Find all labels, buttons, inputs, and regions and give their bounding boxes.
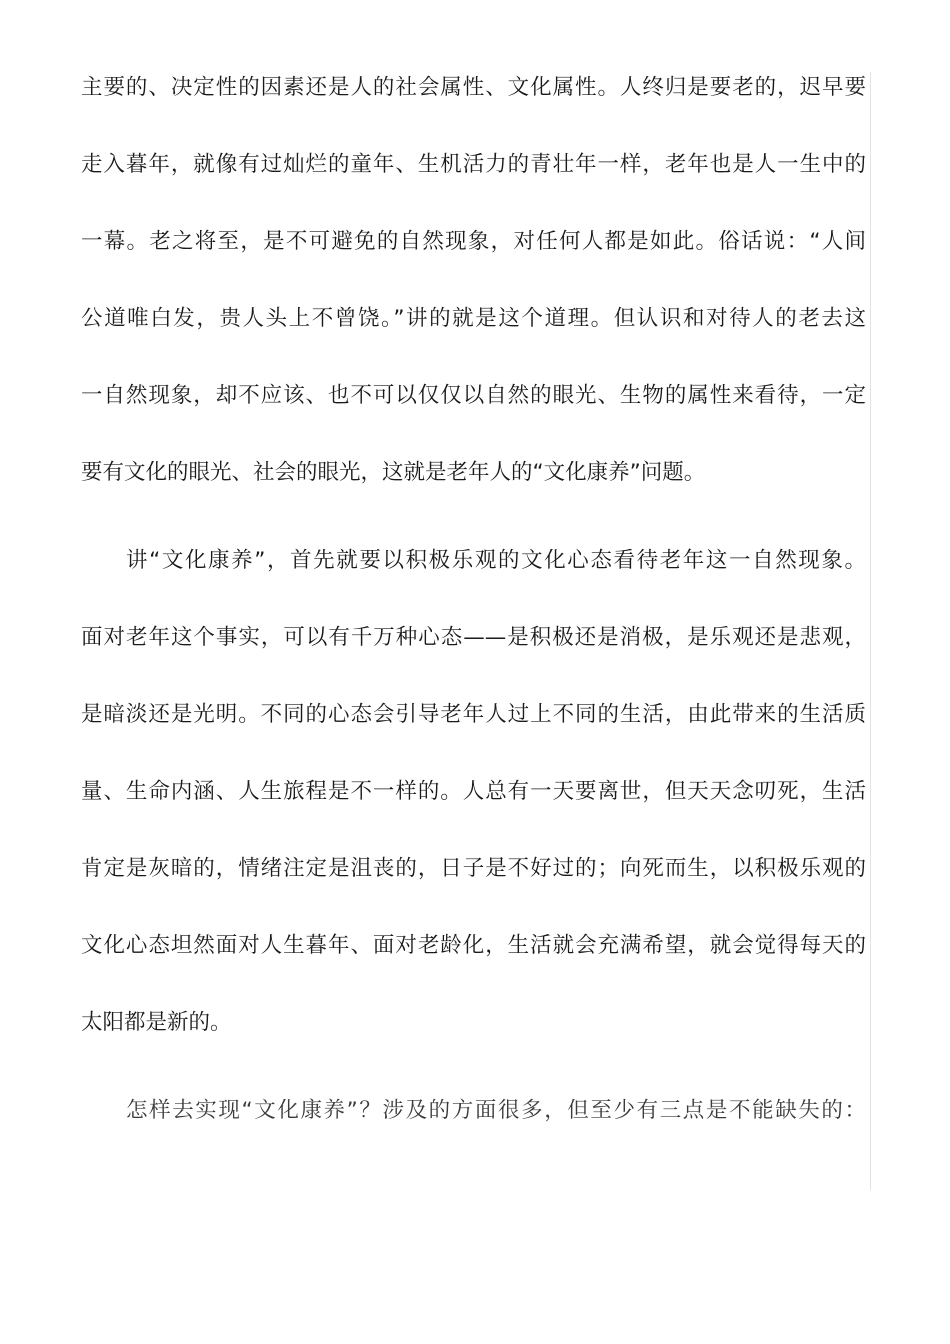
text-line: 主要的、决定性的因素还是人的社会属性、文化属性。人终归是要老的，迟早要	[81, 75, 866, 100]
text-line: 文化心态坦然面对人生暮年、面对老龄化，生活就会充满希望，就会觉得每天的	[81, 933, 866, 958]
text-line: 面对老年这个事实，可以有千万种心态——是积极还是消极，是乐观还是悲观，	[81, 625, 866, 650]
text-line: 公道唯白发，贵人头上不曾饶。”讲的就是这个道理。但认识和对待人的老去这	[81, 306, 866, 331]
text-line: 讲“文化康养”，首先就要以积极乐观的文化心态看待老年这一自然现象。	[126, 548, 866, 573]
page-margin-rule	[870, 72, 871, 1190]
text-line: 走入暮年，就像有过灿烂的童年、生机活力的青壮年一样，老年也是人一生中的	[81, 152, 866, 177]
text-line: 一自然现象，却不应该、也不可以仅仅以自然的眼光、生物的属性来看待，一定	[81, 383, 866, 408]
text-line: 要有文化的眼光、社会的眼光，这就是老年人的“文化康养”问题。	[81, 460, 706, 485]
text-line: 肯定是灰暗的，情绪注定是沮丧的，日子是不好过的；向死而生，以积极乐观的	[81, 856, 866, 881]
text-line: 一幕。老之将至，是不可避免的自然现象，对任何人都是如此。俗话说：“人间	[81, 229, 866, 254]
text-line: 太阳都是新的。	[81, 1010, 232, 1035]
text-line: 量、生命内涵、人生旅程是不一样的。人总有一天要离世，但天天念叨死，生活	[81, 779, 866, 804]
text-line: 是暗淡还是光明。不同的心态会引导老年人过上不同的生活，由此带来的生活质	[81, 702, 866, 727]
text-line: 怎样去实现“文化康养”？涉及的方面很多，但至少有三点是不能缺失的：	[126, 1098, 866, 1123]
